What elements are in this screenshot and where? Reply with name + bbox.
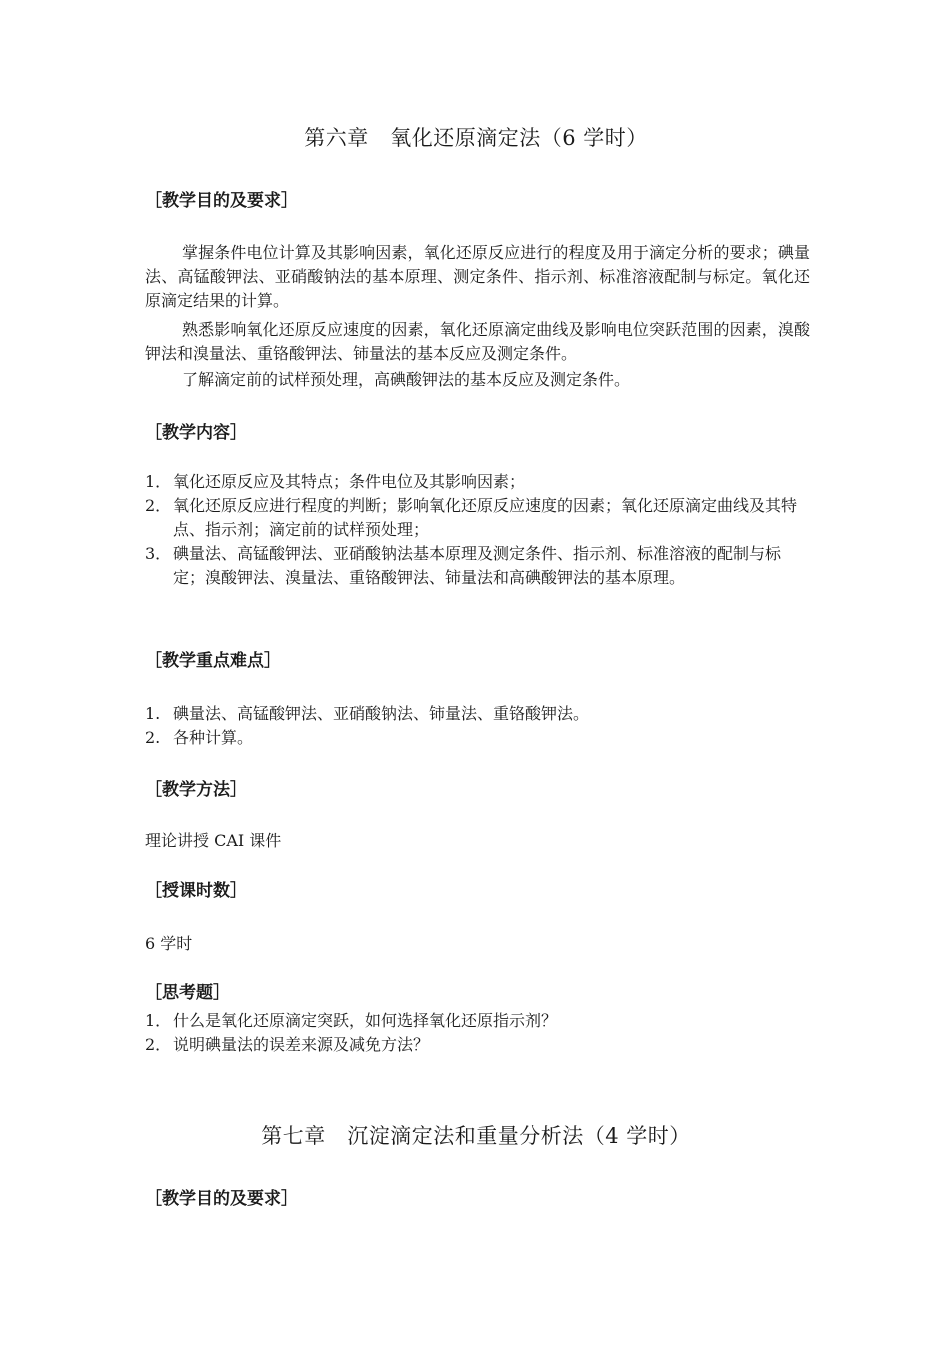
list-item-text: 说明碘量法的误差来源及减免方法？: [173, 1035, 430, 1054]
list-item: [145, 470, 810, 494]
objectives-paragraph-familiar: 熟悉影响氧化还原反应速度的因素，氧化还原滴定曲线及影响电位突跃范围的因素，溴酸钾法和溴量法、重铬酸钾法、铈量法的基本反应及测定条件。: [145, 320, 810, 363]
list-item-text: 碘量法、高锰酸钾法、亚硝酸钠法、铈量法、重铬酸钾法。: [173, 704, 590, 723]
hours-text: 6 学时: [145, 934, 193, 953]
list-item-text: 各种计算。: [173, 728, 254, 747]
list-item: [145, 1033, 810, 1057]
list-item-number: 3．: [145, 544, 172, 563]
keypoints-list: [145, 702, 810, 750]
list-item: [145, 542, 810, 590]
list-item-text: 什么是氧化还原滴定突跃，如何选择氧化还原指示剂？: [173, 1011, 558, 1030]
list-item: [145, 1009, 810, 1033]
list-item: [145, 726, 810, 750]
list-item-number: 1.: [145, 704, 161, 723]
keypoints-heading: ［教学重点难点］: [145, 651, 281, 671]
list-item-text: 碘量法、高锰酸钾法、亚硝酸钠法基本原理及测定条件、指示剂、标准溶液的配制与标定；溴酸钾法、溴量法、重铬酸钾法、铈量法和高碘酸钾法的基本原理。: [173, 544, 782, 587]
questions-list: [145, 1009, 810, 1057]
method-heading: ［教学方法］: [145, 780, 247, 800]
questions-heading: ［思考题］: [145, 983, 230, 1003]
list-item-text: 氧化还原反应进行程度的判断；影响氧化还原反应速度的因素；氧化还原滴定曲线及其特点、指示剂；滴定前的试样预处理；: [173, 496, 798, 539]
list-item: [145, 494, 810, 542]
chapter-7-title: 第七章 沉淀滴定法和重量分析法（4 学时）: [261, 1124, 691, 1148]
content-list: [145, 470, 810, 590]
list-item-text: 氧化还原反应及其特点；条件电位及其影响因素；: [173, 472, 526, 491]
list-item-number: 2．: [145, 1035, 172, 1054]
list-item-number: 2.: [145, 728, 161, 747]
hours-heading: ［授课时数］: [145, 881, 247, 901]
list-item: [145, 702, 810, 726]
method-text: 理论讲授 CAI 课件: [145, 831, 282, 850]
chapter-7-objectives-heading: ［教学目的及要求］: [145, 1189, 298, 1209]
list-item-number: 1．: [145, 1011, 172, 1030]
content-heading: ［教学内容］: [145, 423, 247, 443]
list-item-number: 2．: [145, 496, 172, 515]
chapter-6-title: 第六章 氧化还原滴定法（6 学时）: [304, 126, 648, 150]
objectives-paragraph-master: 掌握条件电位计算及其影响因素，氧化还原反应进行的程度及用于滴定分析的要求；碘量法、高锰酸钾法、亚硝酸钠法的基本原理、测定条件、指示剂、标准溶液配制与标定。氧化还原滴定结果的计算。: [145, 243, 810, 310]
list-item-number: 1．: [145, 472, 172, 491]
objectives-paragraph-understand: 了解滴定前的试样预处理，高碘酸钾法的基本反应及测定条件。: [182, 370, 631, 389]
objectives-heading: ［教学目的及要求］: [145, 191, 298, 211]
